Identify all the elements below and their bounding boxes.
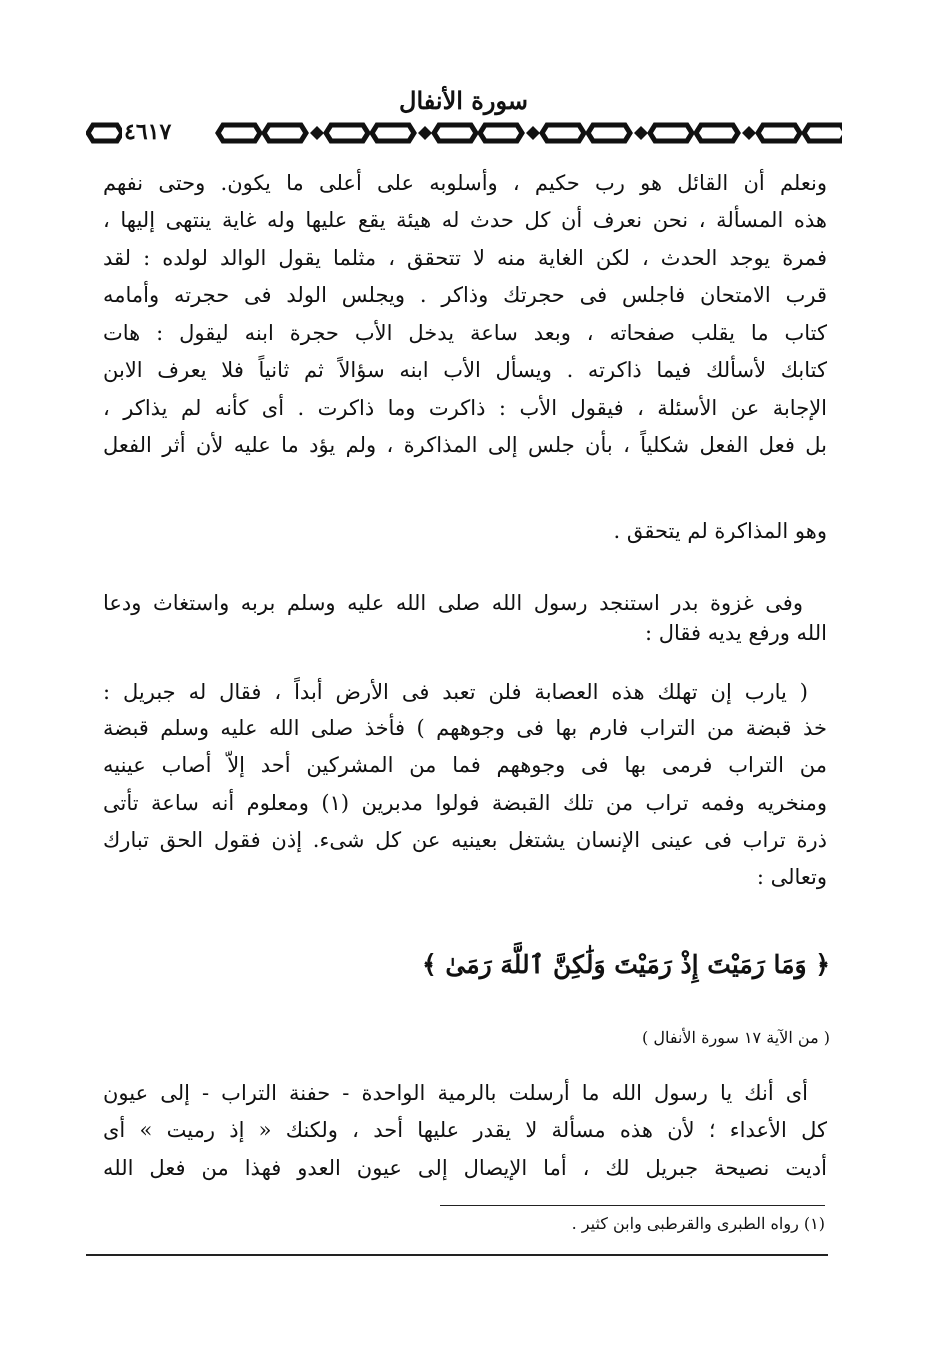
- page-number: ٤٦١٧: [124, 119, 172, 145]
- text-line: قرب الامتحان فاجلس فى حجرتك وذاكر . ويجلس الولد فى حجرته وأمامه: [103, 283, 827, 307]
- text-line: وهو المذاكرة لم يتحقق .: [613, 519, 827, 543]
- text-line: من التراب فرمى بها فى وجوههم فما من المشركين أحد إلاّ أصاب عينيه: [103, 753, 827, 777]
- verse-reference: ( من الآية ١٧ سورة الأنفال ): [642, 1028, 830, 1047]
- footnote-divider: [440, 1205, 825, 1206]
- decorative-chain-border: [86, 118, 842, 148]
- text-line: كل الأعداء ؛ لأن هذه مسألة لا يقدر عليها أحد ، ولكنك « إذ رميت » أى: [103, 1118, 827, 1142]
- text-line: وفى غزوة بدر استنجد رسول الله صلى الله عليه وسلم بربه واستغاث ودعا: [103, 591, 803, 615]
- text-line: بل فعل الفعل شكلياً ، بأن جلس إلى المذاكرة ، ولم يؤد ما عليه لأن أثر الفعل: [103, 433, 827, 457]
- text-line: وتعالى :: [756, 865, 827, 889]
- text-line: ( يارب إن تهلك هذه العصابة فلن تعبد فى الأرض أبداً ، فقال له جبريل :: [103, 680, 809, 704]
- bottom-rule: [86, 1254, 828, 1256]
- footnote: (١) رواه الطبرى والقرطبى وابن كثير .: [571, 1214, 825, 1233]
- text-line: الإجابة عن الأسئلة ، فيقول الأب : ذاكرت وما ذاكرت . أى كأنه لم يذاكر ،: [103, 396, 827, 420]
- text-line: خذ قبضة من التراب فارم بها فى وجوههم ) فأخذ صلى الله عليه وسلم قبضة: [103, 716, 827, 740]
- text-line: فمرة يوجد الحدث ، لكن الغاية منه لا تتحقق ، مثلما يقول الوالد لولده : لقد: [103, 246, 827, 270]
- text-line: أديت نصيحة جبريل لك ، أما الإيصال إلى عيون العدو فهذا من فعل الله: [103, 1156, 827, 1180]
- text-line: الله ورفع يديه فقال :: [644, 621, 827, 645]
- text-line: كتاب ما يقلب صفحاته ، وبعد ساعة يدخل الأب حجرة ابنه ليقول : هات: [103, 321, 827, 345]
- text-line: أى أنك يا رسول الله ما أرسلت بالرمية الواحدة - حفنة التراب - إلى عيون: [103, 1081, 808, 1105]
- surah-title: سورة الأنفال: [399, 86, 528, 115]
- text-line: ونعلم أن القائل هو رب حكيم ، وأسلوبه على أعلى ما يكون. وحتى نفهم: [103, 171, 827, 195]
- text-line: ومنخريه وفمه تراب من تلك القبضة فولوا مدبرين (١) ومعلوم أنه ساعة تأتى: [103, 791, 828, 815]
- quran-verse: ﴿ وَمَا رَمَيْتَ إِذْ رَمَيْتَ وَلَٰكِنَّ ٱللَّهَ رَمَىٰ ﴾: [422, 950, 830, 979]
- text-line: كتابك لأسألك فيما ذاكرته . ويسأل الأب ابنه سؤالاً ثم ثانياً فلا يعرف الابن: [103, 358, 827, 382]
- text-line: ذرة تراب فى عينى الإنسان يشتغل بعينيه عن كل شىء. إذن فقول الحق تبارك: [103, 828, 827, 852]
- text-line: هذه المسألة ، نحن نعرف أن كل حدث له هيئة يقع عليها وله غاية ينتهى إليها ،: [103, 208, 827, 232]
